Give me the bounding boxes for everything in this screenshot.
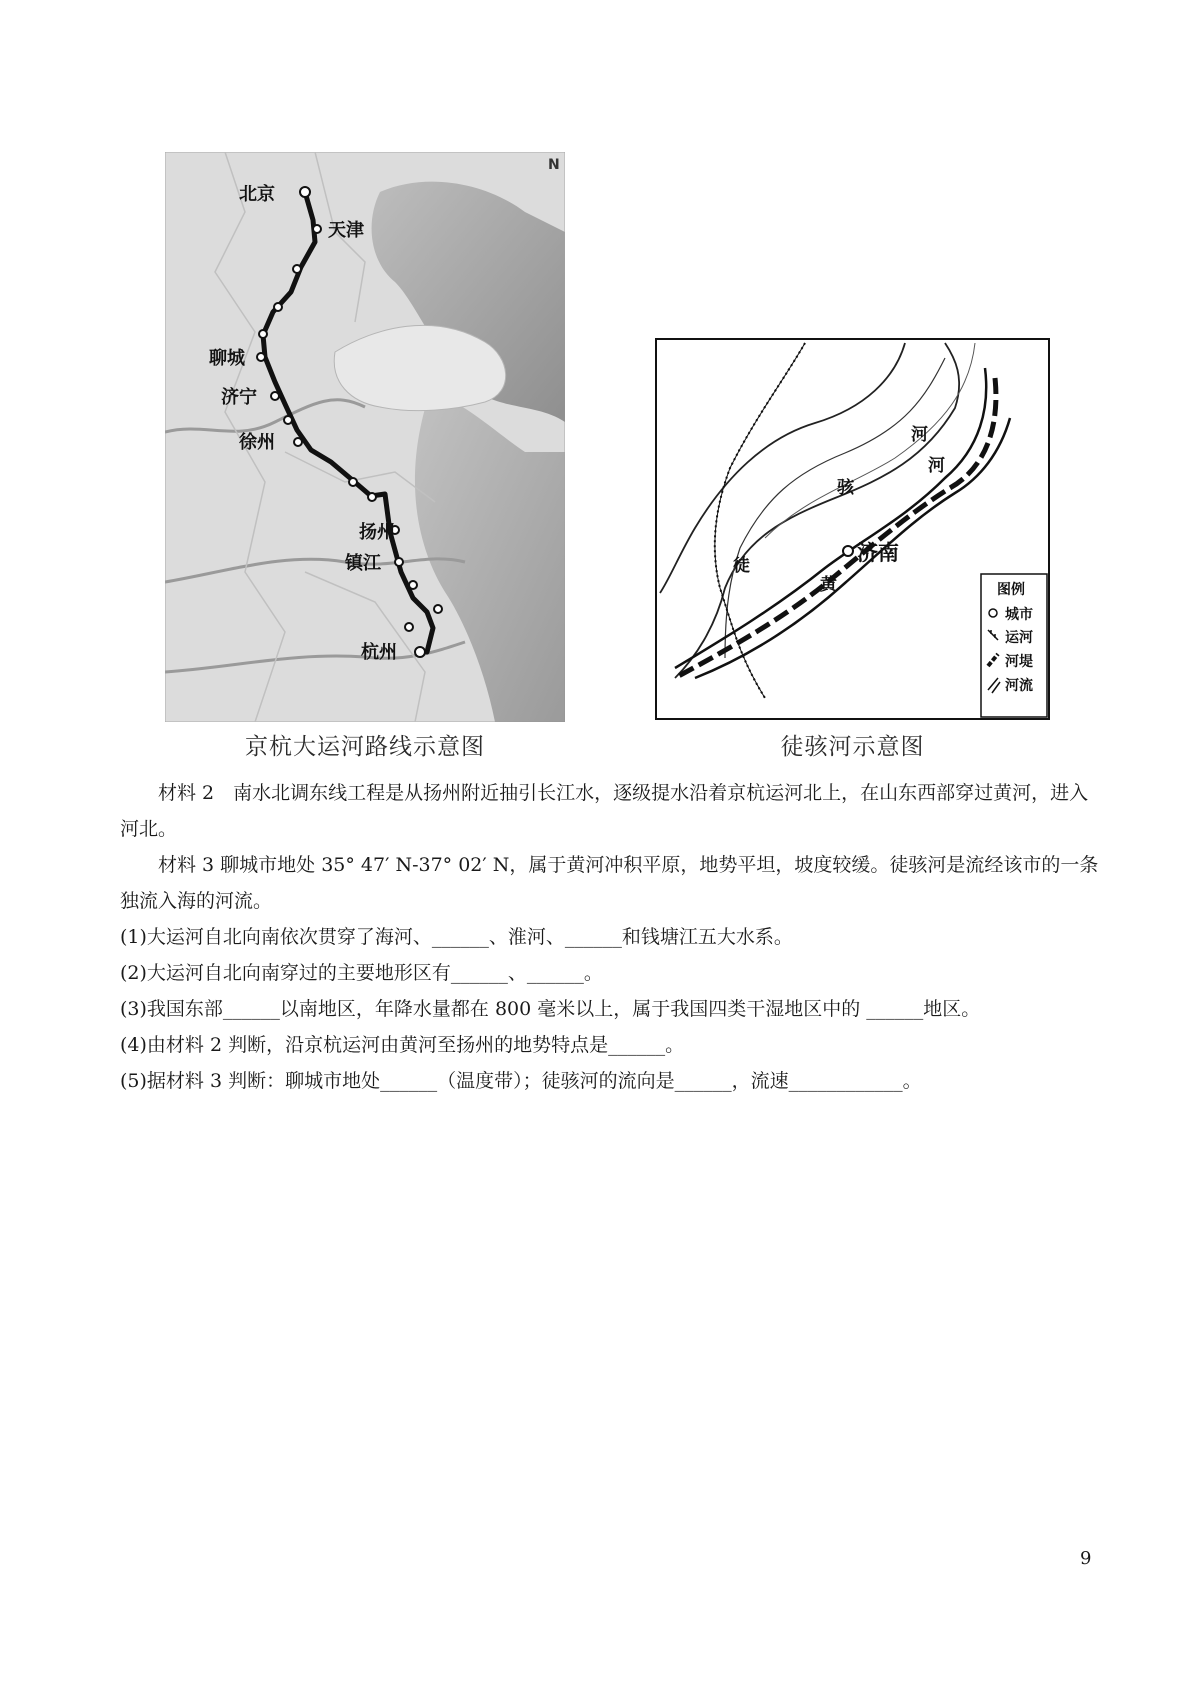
question-2: (2)大运河自北向南穿过的主要地形区有______、______。: [120, 962, 603, 984]
river-label: 河: [928, 456, 945, 476]
tuhai-river-map: [655, 338, 1050, 720]
svg-text:城市: 城市: [1005, 607, 1033, 623]
city-label: 扬州: [359, 522, 395, 543]
city-label: 杭州: [361, 642, 397, 663]
svg-text:河流: 河流: [1005, 678, 1033, 694]
legend-city-icon: [989, 609, 997, 617]
river-label: 黄: [820, 575, 837, 595]
city-marker-beijing: [300, 187, 310, 197]
page-number: 9: [1080, 1548, 1092, 1569]
city-marker-jinan: [843, 546, 853, 556]
city-label: 镇江: [345, 553, 381, 574]
svg-text:河堤: 河堤: [1005, 654, 1033, 670]
map-legend: [981, 574, 1047, 717]
river-label: 徒: [733, 556, 750, 576]
river-label: 河: [911, 425, 928, 445]
svg-text:图例: 图例: [997, 582, 1025, 598]
city-label: 天津: [328, 220, 364, 241]
svg-text:运河: 运河: [1005, 630, 1033, 646]
question-1: (1)大运河自北向南依次贯穿了海河、______、淮河、______和钱塘江五大水系。: [120, 926, 793, 948]
figure1-caption: 京杭大运河路线示意图: [245, 734, 485, 760]
question-3: (3)我国东部______以南地区，年降水量都在 800 毫米以上，属于我国四类干湿地区中的 ______地区。: [120, 998, 981, 1020]
city-label: 济宁: [221, 387, 257, 408]
grand-canal-map: [165, 152, 565, 722]
city-label: 聊城: [209, 348, 245, 369]
material-text: [120, 775, 1105, 1099]
city-label-jinan: 济南: [857, 541, 899, 565]
city-label: 北京: [239, 184, 275, 205]
material-3: 材料 3 聊城市地处 35° 47′ N-37° 02′ N，属于黄河冲积平原，地势平坦，坡度较缓。徒骇河是流经该市的一条独流入海的河流。: [120, 854, 1099, 912]
river-label: 骇: [837, 478, 854, 498]
material-2: 材料 2 南水北调东线工程是从扬州附近抽引长江水，逐级提水沿着京杭运河北上，在山东西部穿过黄河，进入河北。: [120, 782, 1089, 840]
question-5: (5)据材料 3 判断：聊城市地处______（温度带）；徒骇河的流向是______，流速____________。: [120, 1070, 922, 1092]
svg-text:N: N: [548, 157, 560, 173]
figure2-caption: 徒骇河示意图: [780, 734, 925, 760]
city-label: 徐州: [239, 432, 275, 453]
question-4: (4)由材料 2 判断，沿京杭运河由黄河至扬州的地势特点是______。: [120, 1034, 685, 1056]
